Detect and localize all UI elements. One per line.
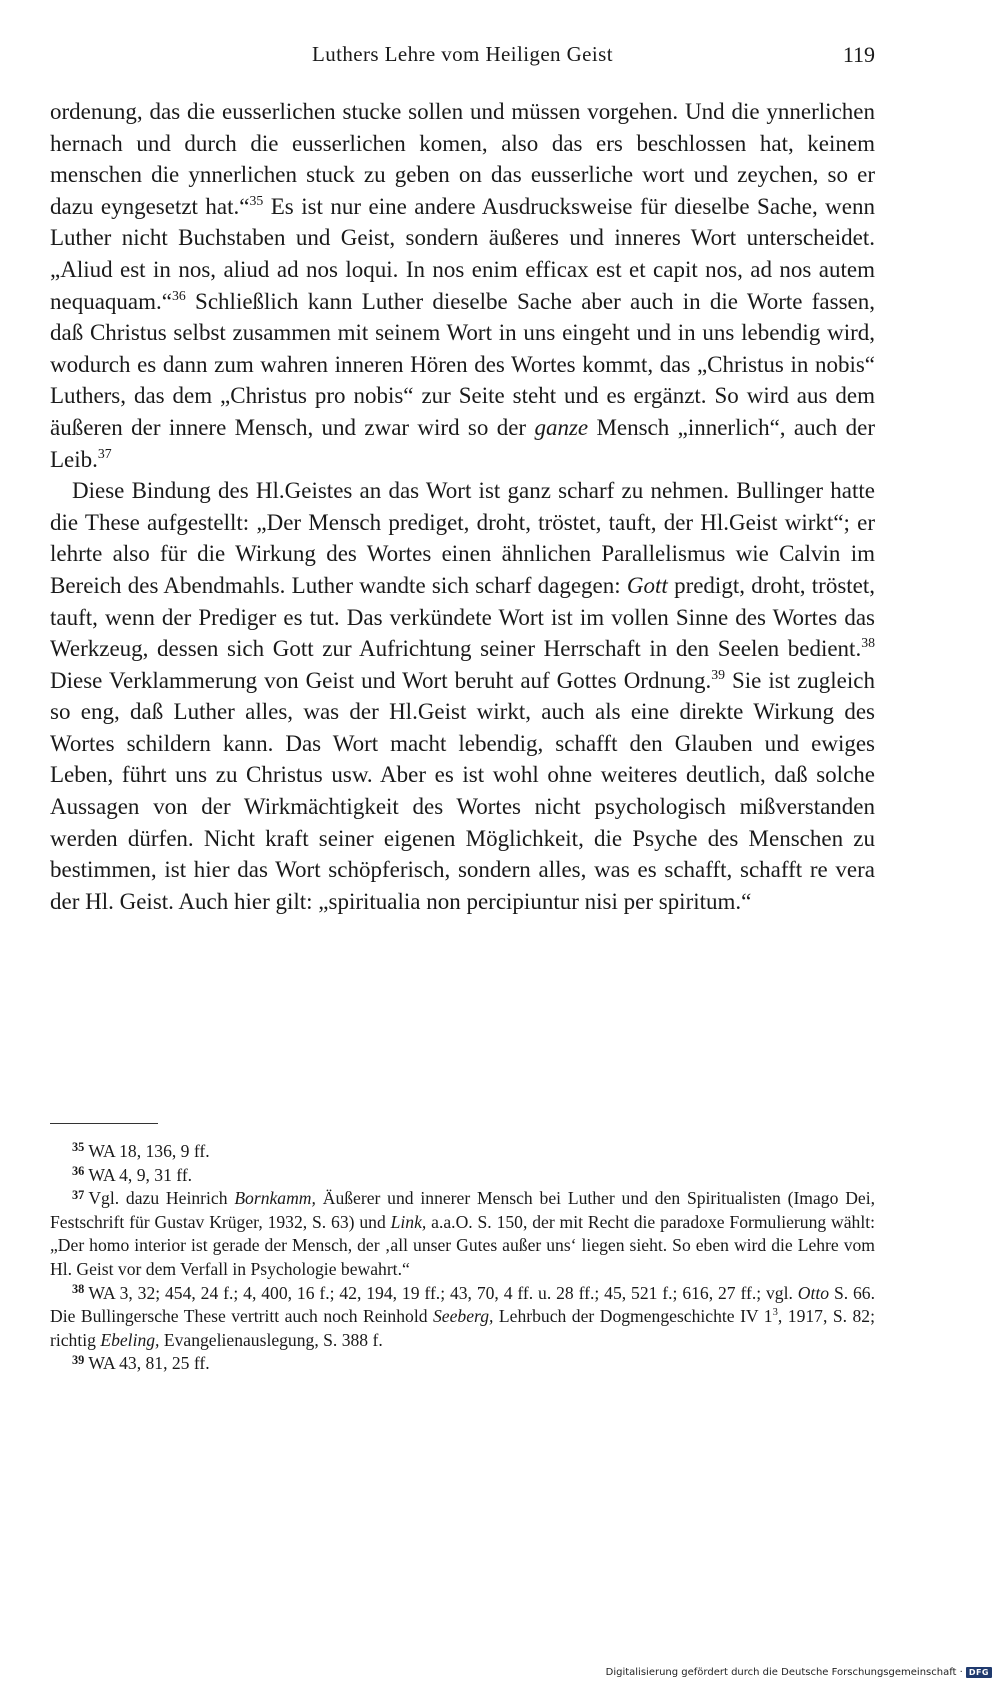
page-number: 119 <box>842 42 875 67</box>
digitization-note <box>606 1667 992 1678</box>
running-title: Luthers Lehre vom Heiligen Geist <box>312 42 613 66</box>
footnote-36: $^{36}$ WA 4, 9, 31 ff. <box>72 1164 193 1185</box>
dfg-logo-icon: DFG <box>966 1667 992 1678</box>
footnotes <box>50 1140 875 1376</box>
footnote-ref-37[interactable]: 37 <box>97 445 112 461</box>
footnote-ref-38[interactable]: 38 <box>861 635 875 651</box>
footnote-ref-36[interactable]: 36 <box>171 287 186 303</box>
footnote-39: $^{39}$ WA 43, 81, 25 ff. <box>72 1352 210 1374</box>
paragraph-2: Diese Bindung des Hl.Geistes an das Wort ist ganz scharf zu nehmen. Bullinger hatte die These aufgestellt: „Der Mensch prediget, droht, tröstet, tauft, der Hl.Geist wirkt“; er lehrte also für die Wirkung des Wortes einen ähnlichen Parallelismus wie Calvin im Bereich des Abendmahls. Luther wandte sich scharf dagegen: Gott predigt, droht, tröstet, tauft, wenn der Prediger es tut. Das verkündete Wort ist im vollen Sinne des Wortes das Werkzeug, dessen sich Gott zur Aufrichtung seiner Herrschaft in den Seelen bedient.$^{38}$ Diese Verklammerung von Geist und Wort beruht auf Gottes Ordnung.$^{39}$ Sie ist zugleich so eng, daß Luther alles, was der Hl.Geist wirkt, auch als eine direkte Wirkung des Wortes schildern kann. Das Wort macht lebendig, schafft den Glauben und ewiges Leben, führt uns zu Christus usw. Aber es ist wohl ohne weiteres deutlich, daß solche Aussagen von der Wirkmächtigkeit des Wortes nicht psychologisch mißverstanden werden dürfen. Nicht kraft seiner eigenen Möglichkeit, die Psyche des Menschen zu bestimmen, ist hier das Wort schöpferisch, sondern alles, was es schafft, schafft re vera der Hl. Geist. Auch hier gilt: „spiritualia non percipiuntur nisi per spiritum.“ <box>50 478 876 914</box>
digitization-text: Digitalisierung gefördert durch die Deutsche Forschungsgemeinschaft · <box>605 1667 963 1678</box>
footnote-separator <box>50 1123 158 1124</box>
footnote-38: $^{38}$ WA 3, 32; 454, 24 f.; 4, 400, 16 f.; 42, 194, 19 ff.; 43, 70, 4 ff. u. 28 ff.; 45, 521 f.; 616, 27 ff.; vgl. Otto S. 66. Die Bullingersche These vertritt auch noch Reinhold Seeberg, Lehrbuch der Dogmengeschichte IV $1^3$, 1917, S. 82; richtig Ebeling, Evangelienauslegung, S. 388 f. <box>50 1282 875 1350</box>
paragraph-1: ordenung, das die eusserlichen stucke sollen und müssen vorgehen. Und die ynnerlichen hernach und durch die eusserlichen komen, also das ers beschlossen hat, keinem menschen die ynnerlichen stuck zu geben on das eusserliche wort und zeychen, so er dazu eyngesetzt hat.“$^{35}$ Es ist nur eine andere Ausdrucksweise für dieselbe Sache, wenn Luther nicht Buchstaben und Geist, sondern äußeres und inneres Wort unterscheidet. „Aliud est in nos, aliud ad nos loqui. In nos enim efficax est et capit nos, ad nos autem nequaquam.“$^{36}$ Schließlich kann Luther dieselbe Sache aber auch in die Worte fassen, daß Christus selbst zusammen mit seinem Wort in uns eingeht und in uns lebendig wird, wodurch es dann zum wahren inneren Hören des Wortes kommt, das „Christus in nobis“ Luthers, das dem „Christus pro nobis“ zur Seite steht und es ergänzt. So wird aus dem äußeren der innere Mensch, und zwar wird so der ganze Mensch „innerlich“, auch der Leib.$^{37}$ <box>50 99 875 472</box>
footnote-ref-35[interactable]: 35 <box>249 192 264 208</box>
running-head <box>50 42 875 78</box>
main-text <box>50 96 875 917</box>
footnote-ref-39[interactable]: 39 <box>711 666 726 682</box>
footnote-37: $^{37}$ Vgl. dazu Heinrich Bornkamm, Äußerer und innerer Mensch bei Luther und den Spiritualisten (Imago Dei, Festschrift für Gustav Krüger, 1932, S. 63) und Link, a.a.O. S. 150, der mit Recht die paradoxe Formulierung wählt: „Der homo interior ist gerade der Mensch, der ‚all unser Gutes außer uns‘ liegen sieht. So eben wird die Lehre vom Hl. Geist vor dem Verfall in Psychologie bewahrt.“ <box>50 1187 876 1279</box>
footnote-35: $^{35}$ WA 18, 136, 9 ff. <box>72 1140 210 1161</box>
